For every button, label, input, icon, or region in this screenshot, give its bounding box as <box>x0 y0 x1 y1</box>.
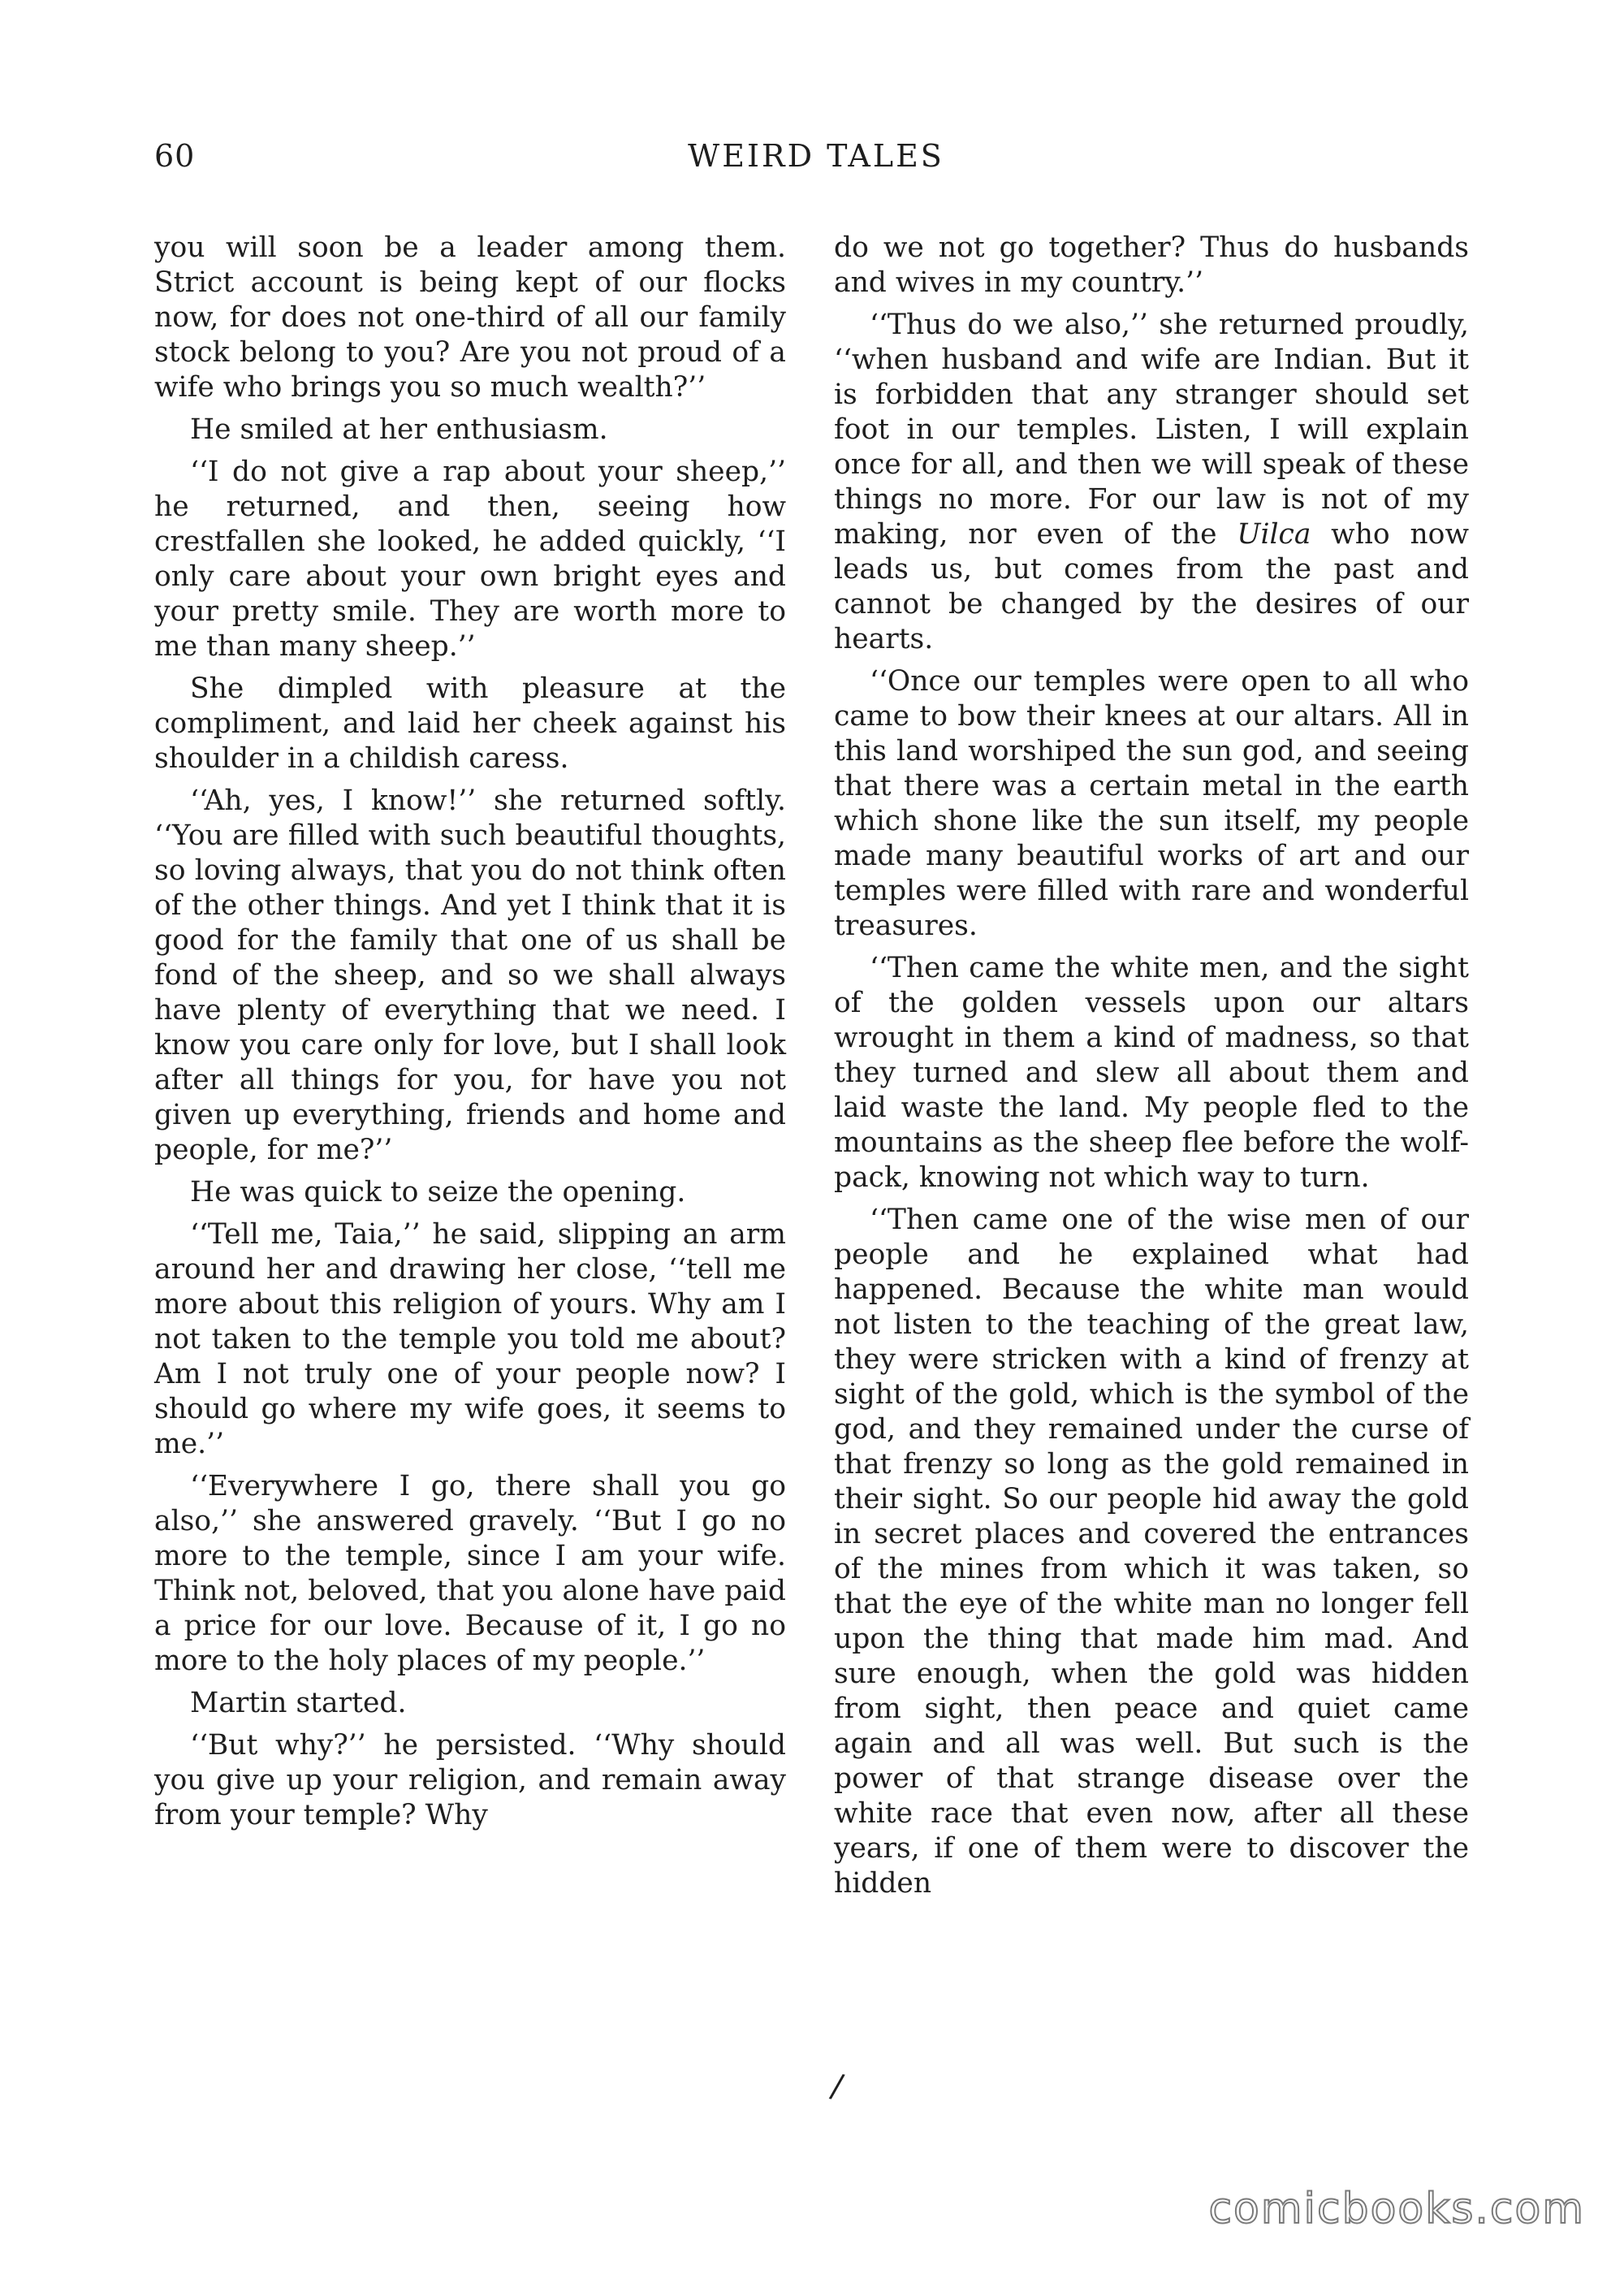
page-header <box>154 138 1478 187</box>
paragraph: do we not go together? Thus do husbands and wives in my country.’’ <box>834 231 1469 299</box>
paragraph <box>834 308 1469 657</box>
paragraph: ‘‘Then came the white men, and the sight of the golden vessels upon our altars wrought in them a kind of madness, so that they turned and slew all about them and laid waste the land. My people fled to the mountains as the sheep flee before the wolf-pack, knowing not which way to turn. <box>834 952 1469 1194</box>
paragraph: ‘‘Once our temples were open to all who came to bow their knees at our altars. All in this land worshiped the sun god, and seeing that there was a certain metal in the earth which shone like the sun itself, my people made many beautiful works of art and our temples were filled with rare and wonderful treasures. <box>834 665 1469 942</box>
paragraph: He was quick to seize the opening. <box>190 1176 686 1208</box>
italic-term: Uilca <box>1237 518 1311 551</box>
paragraph: ‘‘Ah, yes, I know!’’ she returned softly. ‘‘You are filled with such beautiful thoughts, so loving always, that you do not think often of the other things. And yet I think that it is good for the family that one of us shall be fond of the sheep, and so we shall always have plenty of everything that we need. I know you care only for love, but I shall look after all things for you, for have you not given up everything, friends and home and people, for me?’’ <box>154 785 786 1166</box>
paragraph: He smiled at her enthusiasm. <box>190 413 608 446</box>
paragraph: ‘‘I do not give a rap about your sheep,’’ he returned, and then, seeing how crestfallen she looked, he added quickly, ‘‘I only care about your own bright eyes and your pretty smile. They are worth more to me than many sheep.’’ <box>154 456 786 663</box>
watermark: comicbooks.com <box>1208 2185 1585 2233</box>
paragraph: you will soon be a leader among them. Strict account is being kept of our flocks now, for does not one-third of all our family stock belong to you? Are you not proud of a wife who brings you so much wealth?’’ <box>154 231 786 404</box>
left-column <box>154 231 786 1840</box>
text-run: who now leads us, but comes from the past and cannot be changed by the desires of our hearts. <box>834 518 1469 655</box>
right-column <box>834 231 1469 1909</box>
paragraph: ‘‘Everywhere I go, there shall you go also,’’ she answered gravely. ‘‘But I go no more to the temple, since I am your wife. Think not, beloved, that you alone have paid a price for our love. Because of it, I go no more to the holy places of my people.’’ <box>154 1470 786 1677</box>
paragraph: ‘‘Tell me, Taia,’’ he said, slipping an arm around her and drawing her close, ‘‘tell me more about this religion of yours. Why am I not taken to the temple you told me about? Am I not truly one of your people now? I should go where my wife goes, it seems to me.’’ <box>154 1218 786 1460</box>
paragraph: ‘‘But why?’’ he persisted. ‘‘Why should you give up your religion, and remain away from your temple? Why <box>154 1729 786 1831</box>
paragraph: Martin started. <box>190 1687 407 1719</box>
paragraph: She dimpled with pleasure at the compliment, and laid her cheek against his shoulder in a childish caress. <box>154 672 786 775</box>
paragraph: ‘‘Then came one of the wise men of our people and he explained what had happened. Because the white man would not listen to the teaching of the great law, they were stricken with a kind of frenzy at sight of the gold, which is the symbol of the god, and they remained under the curse of that frenzy so long as the gold remained in their sight. So our people hid away the gold in secret places and covered the entrances of the mines from which it was taken, so that the eye of the white man no longer fell upon the thing that made him mad. And sure enough, when the gold was hidden from sight, then peace and quiet came again and all was well. But such is the power of that strange disease over the white race that even now, after all these years, if one of them were to discover the hidden <box>834 1204 1469 1900</box>
text-run: ‘‘Thus do we also,’’ she returned proudly, ‘‘when husband and wife are Indian. But it is forbidden that any stranger should set foot in our temples. Listen, I will explain once for all, and then we will speak of these things no more. For our law is not of my making, nor even of the <box>834 309 1469 551</box>
page-number: 60 <box>154 138 196 174</box>
stray-mark: / <box>827 2067 847 2106</box>
running-head: WEIRD TALES <box>688 138 944 174</box>
